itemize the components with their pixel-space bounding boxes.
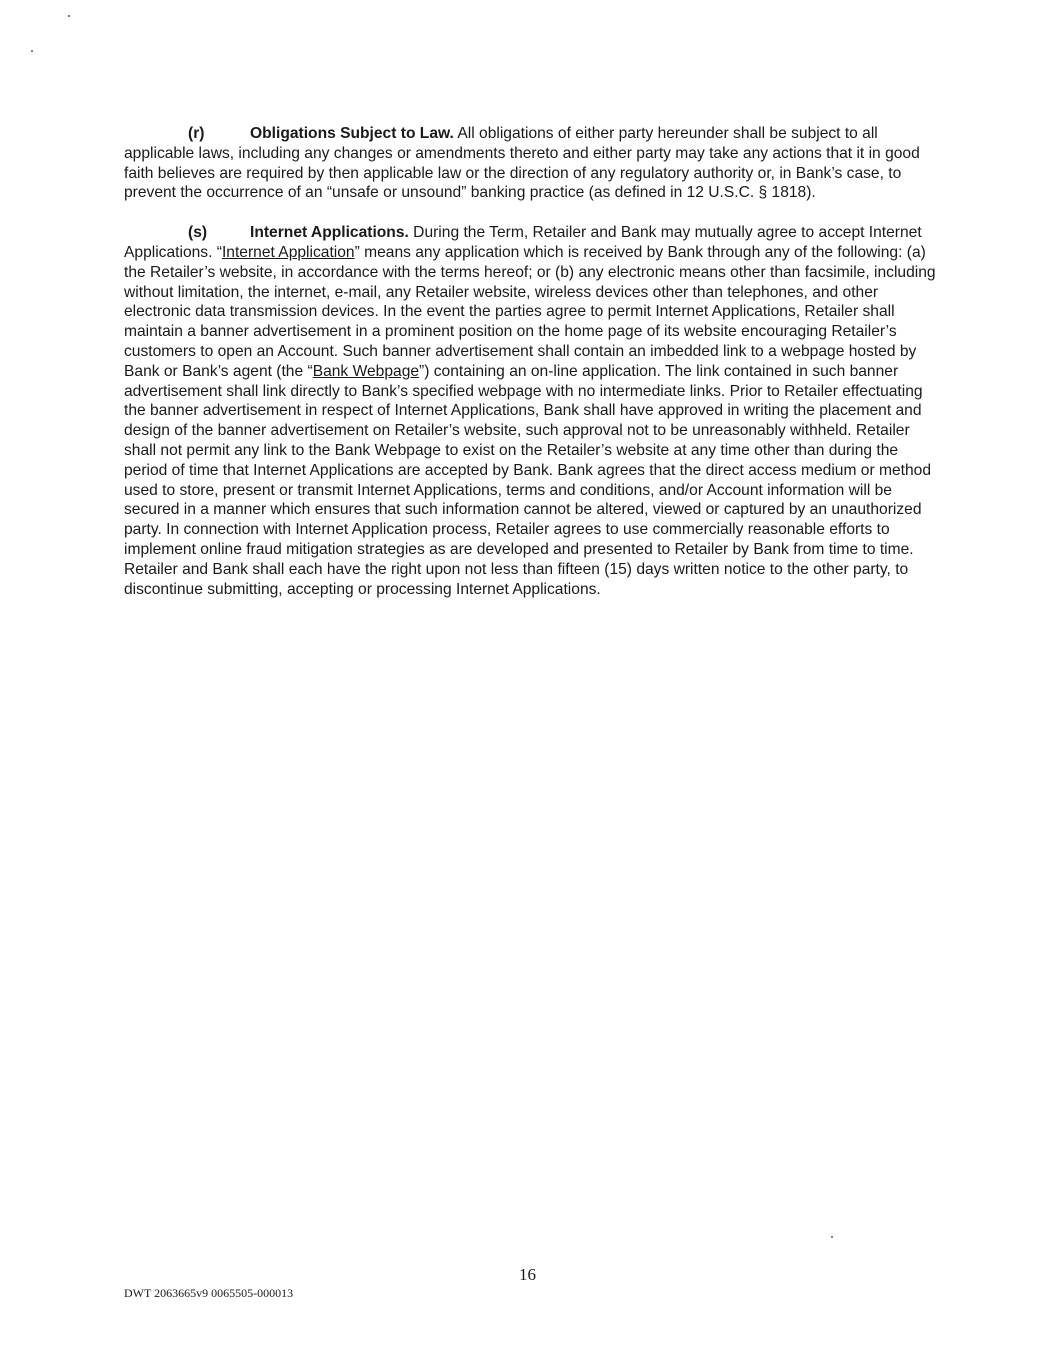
section-s-body-part-2: ” means any application which is received by Bank through any of the following: (a) the Retailer’s website, in accordance with the terms hereof; or (b) any electronic means other than facsimile, including without limitation, the internet, e-mail, any Retailer website, wireless devices other than telephones, and other electronic data transmission devices. In the event the parties agree to permit Internet Applications, Retailer shall maintain a banner advertisement in a prominent position on the home page of its website encouraging Retailer’s customers to open an Account. Such banner advertisement shall contain an imbedded link to a webpage hosted by Bank or Bank’s agent (the “ [124, 243, 936, 380]
section-s [124, 223, 936, 599]
section-r [124, 124, 936, 203]
section-r-body: All obligations of either party hereunder shall be subject to all applicable laws, including any changes or amendments thereto and either party may take any actions that it in good faith believes are required by then applicable law or the direction of any regulatory authority or, in Bank’s case, to prevent the occurrence of an “unsafe or unsound” banking practice (as defined in 12 U.S.C. § 1818). [124, 125, 920, 202]
section-s-body-part-3: ”) containing an on-line application. The link contained in such banner advertisement shall link directly to Bank’s specified webpage with no intermediate links. Prior to Retailer effectuating the banner advertisement in respect of Internet Applications, Bank shall have approved in writing the placement and design of the banner advertisement on Retailer’s website, such approval not to be unreasonably withheld. Retailer shall not permit any link to the Bank Webpage to exist on the Retailer’s website at any time other than during the period of time that Internet Applications are accepted by Bank. Bank agrees that the direct access medium or method used to store, present or transmit Internet Applications, terms and conditions, and/or Account information will be secured in a manner which ensures that such information cannot be altered, viewed or captured by an unauthorized party. In connection with Internet Application process, Retailer agrees to use commercially reasonable efforts to implement online fraud mitigation strategies as are developed and presented to Retailer by Bank from time to time. Retailer and Bank shall each have the right upon not less than fifteen (15) days written notice to the other party, to discontinue submitting, accepting or processing Internet Applications. [124, 362, 931, 598]
section-s-label: (s) [188, 224, 208, 242]
section-s-body-part-1: During the Term, Retailer and Bank may mutually agree to accept Internet Applications. “ [124, 224, 922, 261]
document-body [124, 124, 936, 599]
page-number: 16 [519, 1265, 536, 1284]
scan-speck [831, 1236, 833, 1238]
scan-speck [68, 15, 70, 17]
defined-term-internet-application: Internet Application [221, 243, 355, 261]
section-r-label: (r) [188, 125, 205, 142]
defined-term-bank-webpage: Bank Webpage [312, 362, 420, 380]
section-r-heading: Obligations Subject to Law. [250, 125, 454, 142]
document-id: DWT 2063665v9 0065505-000013 [124, 1286, 294, 1300]
scan-speck [31, 50, 33, 52]
section-s-heading: Internet Applications. [250, 224, 409, 242]
